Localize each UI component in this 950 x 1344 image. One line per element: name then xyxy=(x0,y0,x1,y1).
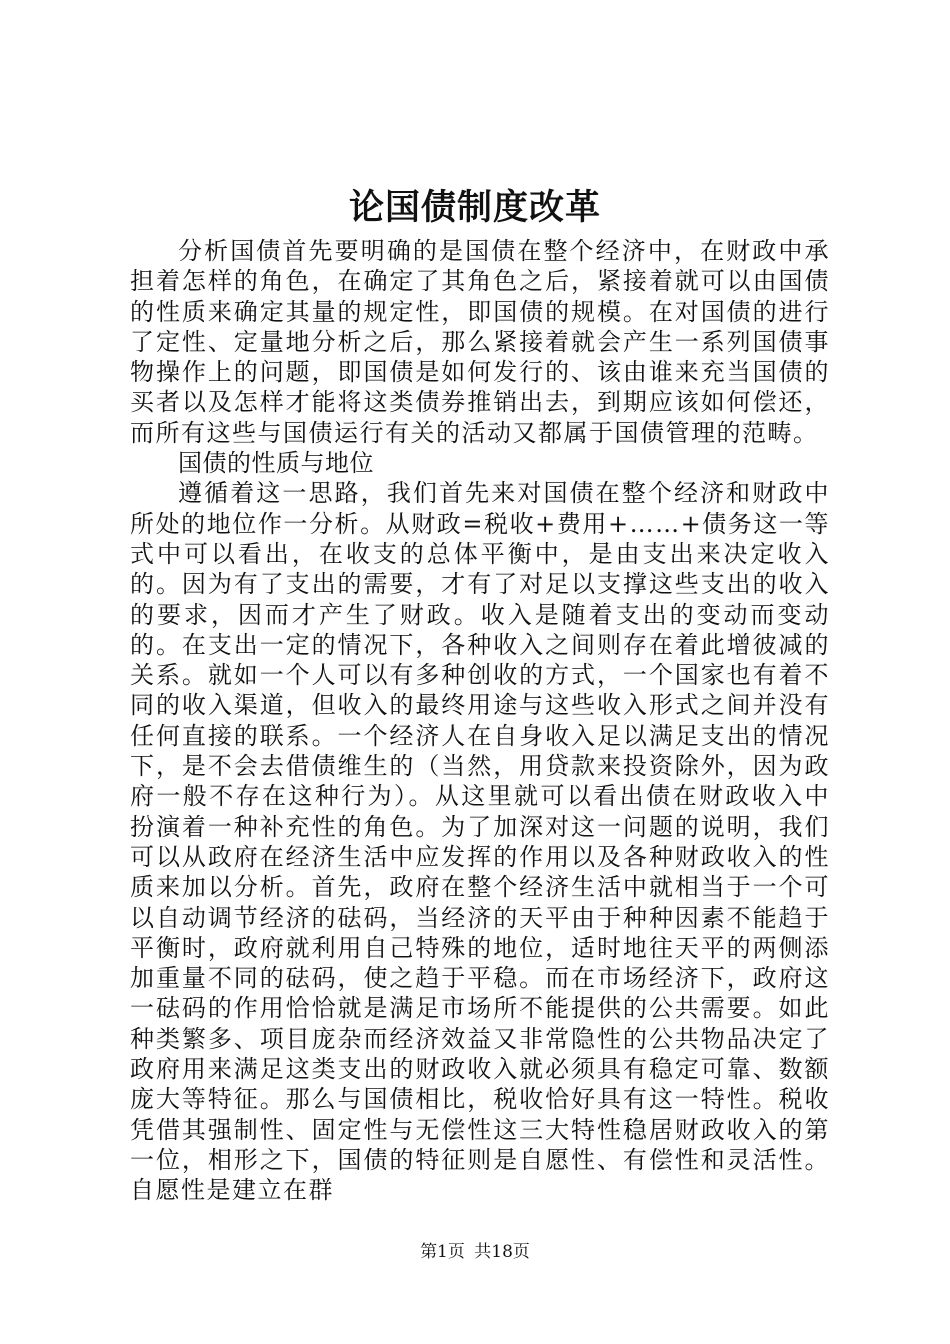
paragraph-intro: 分析国债首先要明确的是国债在整个经济中，在财政中承担着怎样的角色，在确定了其角色之后，紧接着就可以由国债的性质来确定其量的规定性，即国债的规模。在对国债的进行了定性、定量地分析之后，那么紧接着就会产生一系列国债事物操作上的问题，即国债是如何发行的、该由谁来充当国债的买者以及怎样才能将这类债券推销出去，到期应该如何偿还，而所有这些与国债运行有关的活动又都属于国债管理的范畴。 xyxy=(130,237,830,447)
section-heading: 国债的性质与地位 xyxy=(178,449,374,478)
paragraph-analysis: 遵循着这一思路，我们首先来对国债在整个经济和财政中所处的地位作一分析。从财政=税收+费用+……+债务这一等式中可以看出，在收支的总体平衡中，是由支出来决定收入的。因为有了支出的需要，才有了对足以支撑这些支出的收入的要求，因而才产生了财政。收入是随着支出的变动而变动的。在支出一定的情况下，各种收入之间则存在着此增彼减的关系。就如一个人可以有多种创收的方式，一个国家也有着不同的收入渠道，但收入的最终用途与这些收入形式之间并没有任何直接的联系。一个经济人在自身收入足以满足支出的情况下，是不会去借债维生的（当然，用贷款来投资除外，因为政府一般不存在这种行为）。从这里就可以看出债在财政收入中扮演着一种补充性的角色。为了加深对这一问题的说明，我们可以从政府在经济生活中应发挥的作用以及各种财政收入的性质来加以分析。首先，政府在整个经济生活中就相当于一个可以自动调节经济的砝码，当经济的天平由于种种因素不能趋于平衡时，政府就利用自己特殊的地位，适时地往天平的两侧添加重量不同的砝码，使之趋于平稳。而在市场经济下，政府这一砝码的作用恰恰就是满足市场所不能提供的公共需要。如此种类繁多、项目庞杂而经济效益又非常隐性的公共物品决定了政府用来满足这类支出的财政收入就必须具有稳定可靠、数额庞大等特征。那么与国债相比，税收恰好具有这一特性。税收凭借其强制性、固定性与无偿性这三大特性稳居财政收入的第一位，相形之下，国债的特征则是自愿性、有偿性和灵活性。自愿性是建立在群 xyxy=(130,479,830,1205)
page-footer xyxy=(0,1240,950,1264)
page-total: 共18页 xyxy=(474,1242,530,1262)
document-title: 论国债制度改革 xyxy=(348,187,601,228)
document-body xyxy=(130,236,830,1206)
page-number: 第1页 xyxy=(420,1242,465,1262)
